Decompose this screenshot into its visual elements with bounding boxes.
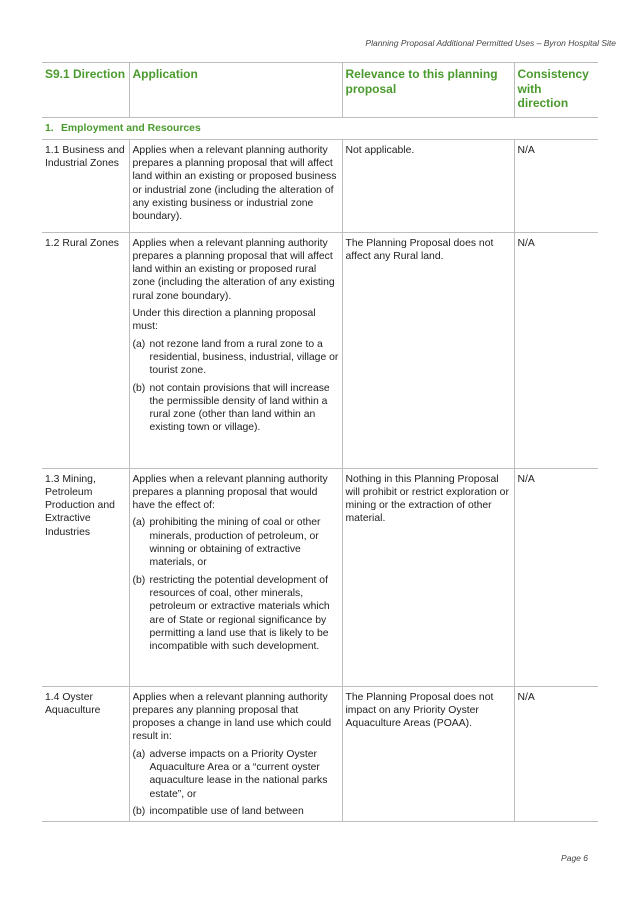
table-row: [42, 686, 598, 821]
section-title: Employment and Resources: [61, 122, 201, 134]
table-header-row: [42, 63, 598, 118]
application-content: [133, 691, 339, 817]
list-item: [133, 805, 339, 817]
list-item: [133, 748, 339, 801]
impact-list: [133, 748, 339, 817]
effect-list: [133, 516, 339, 653]
application-cell: [129, 468, 342, 686]
application-paragraph: Applies when a relevant planning authority prepares a planning proposal that would have the effect of:: [132, 473, 328, 512]
application-paragraph: Under this direction a planning proposal must:: [132, 308, 316, 333]
section-row: [42, 117, 598, 139]
application-cell: [129, 232, 342, 468]
list-text: not rezone land from a rural zone to a residential, business, industrial, village or tourist zone.: [149, 338, 339, 377]
list-marker: (a): [132, 517, 146, 529]
direction-cell: 1.2 Rural Zones: [42, 232, 129, 468]
section-number: 1.: [45, 122, 54, 134]
list-item: [133, 338, 339, 378]
table-row: [42, 468, 598, 686]
application-paragraph: Applies when a relevant planning authority prepares any planning proposal that proposes a change in land use which could result in:: [132, 691, 332, 743]
direction-cell: 1.4 Oyster Aquaculture: [42, 686, 129, 821]
header-relevance: Relevance to this planning proposal: [342, 63, 514, 118]
application-paragraph: Applies when a relevant planning authority prepares a planning proposal that will affect land within an existing or proposed business or industrial zone (including the alteration of any existing business or industrial zone boundary).: [132, 144, 337, 223]
list-marker: (a): [132, 338, 146, 350]
list-text: not contain provisions that will increase the permissible density of land within a rural zone (other than land within an existing town or village).: [149, 382, 330, 434]
direction-cell: 1.3 Mining, Petroleum Production and Extractive Industries: [42, 468, 129, 686]
header-consistency: Consistency with direction: [514, 63, 598, 118]
list-item: [133, 382, 339, 435]
application-cell: [129, 139, 342, 232]
list-marker: (b): [132, 382, 146, 394]
relevance-cell: The Planning Proposal does not affect any Rural land.: [342, 232, 514, 468]
consistency-cell: N/A: [514, 468, 598, 686]
requirement-list: [133, 338, 339, 435]
list-item: [133, 516, 339, 569]
list-text: incompatible use of land between: [149, 805, 304, 817]
list-item: [133, 574, 339, 654]
relevance-cell: The Planning Proposal does not impact on any Priority Oyster Aquaculture Areas (POAA).: [342, 686, 514, 821]
section-heading: [42, 117, 598, 139]
list-marker: (a): [132, 748, 146, 760]
header-application: Application: [129, 63, 342, 118]
application-cell: [129, 686, 342, 821]
consistency-cell: N/A: [514, 686, 598, 821]
direction-cell: 1.1 Business and Industrial Zones: [42, 139, 129, 232]
relevance-cell: Nothing in this Planning Proposal will prohibit or restrict exploration or mining or the extraction of other material.: [342, 468, 514, 686]
application-paragraph: Applies when a relevant planning authority prepares a planning proposal that will affect land within an existing or proposed rural zone (including the alteration of any existing rural zone boundary).: [132, 237, 335, 302]
list-marker: (b): [132, 574, 146, 586]
table-row: [42, 232, 598, 468]
list-marker: (b): [132, 805, 146, 817]
list-text: prohibiting the mining of coal or other minerals, production of petroleum, or winning or obtaining of extractive materials, or: [149, 517, 321, 569]
relevance-cell: Not applicable.: [342, 139, 514, 232]
consistency-cell: N/A: [514, 232, 598, 468]
consistency-cell: N/A: [514, 139, 598, 232]
page-number: Page 6: [561, 853, 588, 863]
page-header: Planning Proposal Additional Permitted Uses – Byron Hospital Site: [365, 38, 616, 48]
header-direction: S9.1 Direction: [42, 63, 129, 118]
s91-directions-table: [42, 62, 598, 822]
list-text: adverse impacts on a Priority Oyster Aquaculture Area or a “current oyster aquaculture lease in the national parks estate”, or: [149, 748, 328, 800]
list-text: restricting the potential development of resources of coal, other minerals, petroleum or extractive materials which are of State or regional significance by permitting a land use that is likely to be incompatible with such development.: [149, 574, 330, 653]
table-row: [42, 139, 598, 232]
